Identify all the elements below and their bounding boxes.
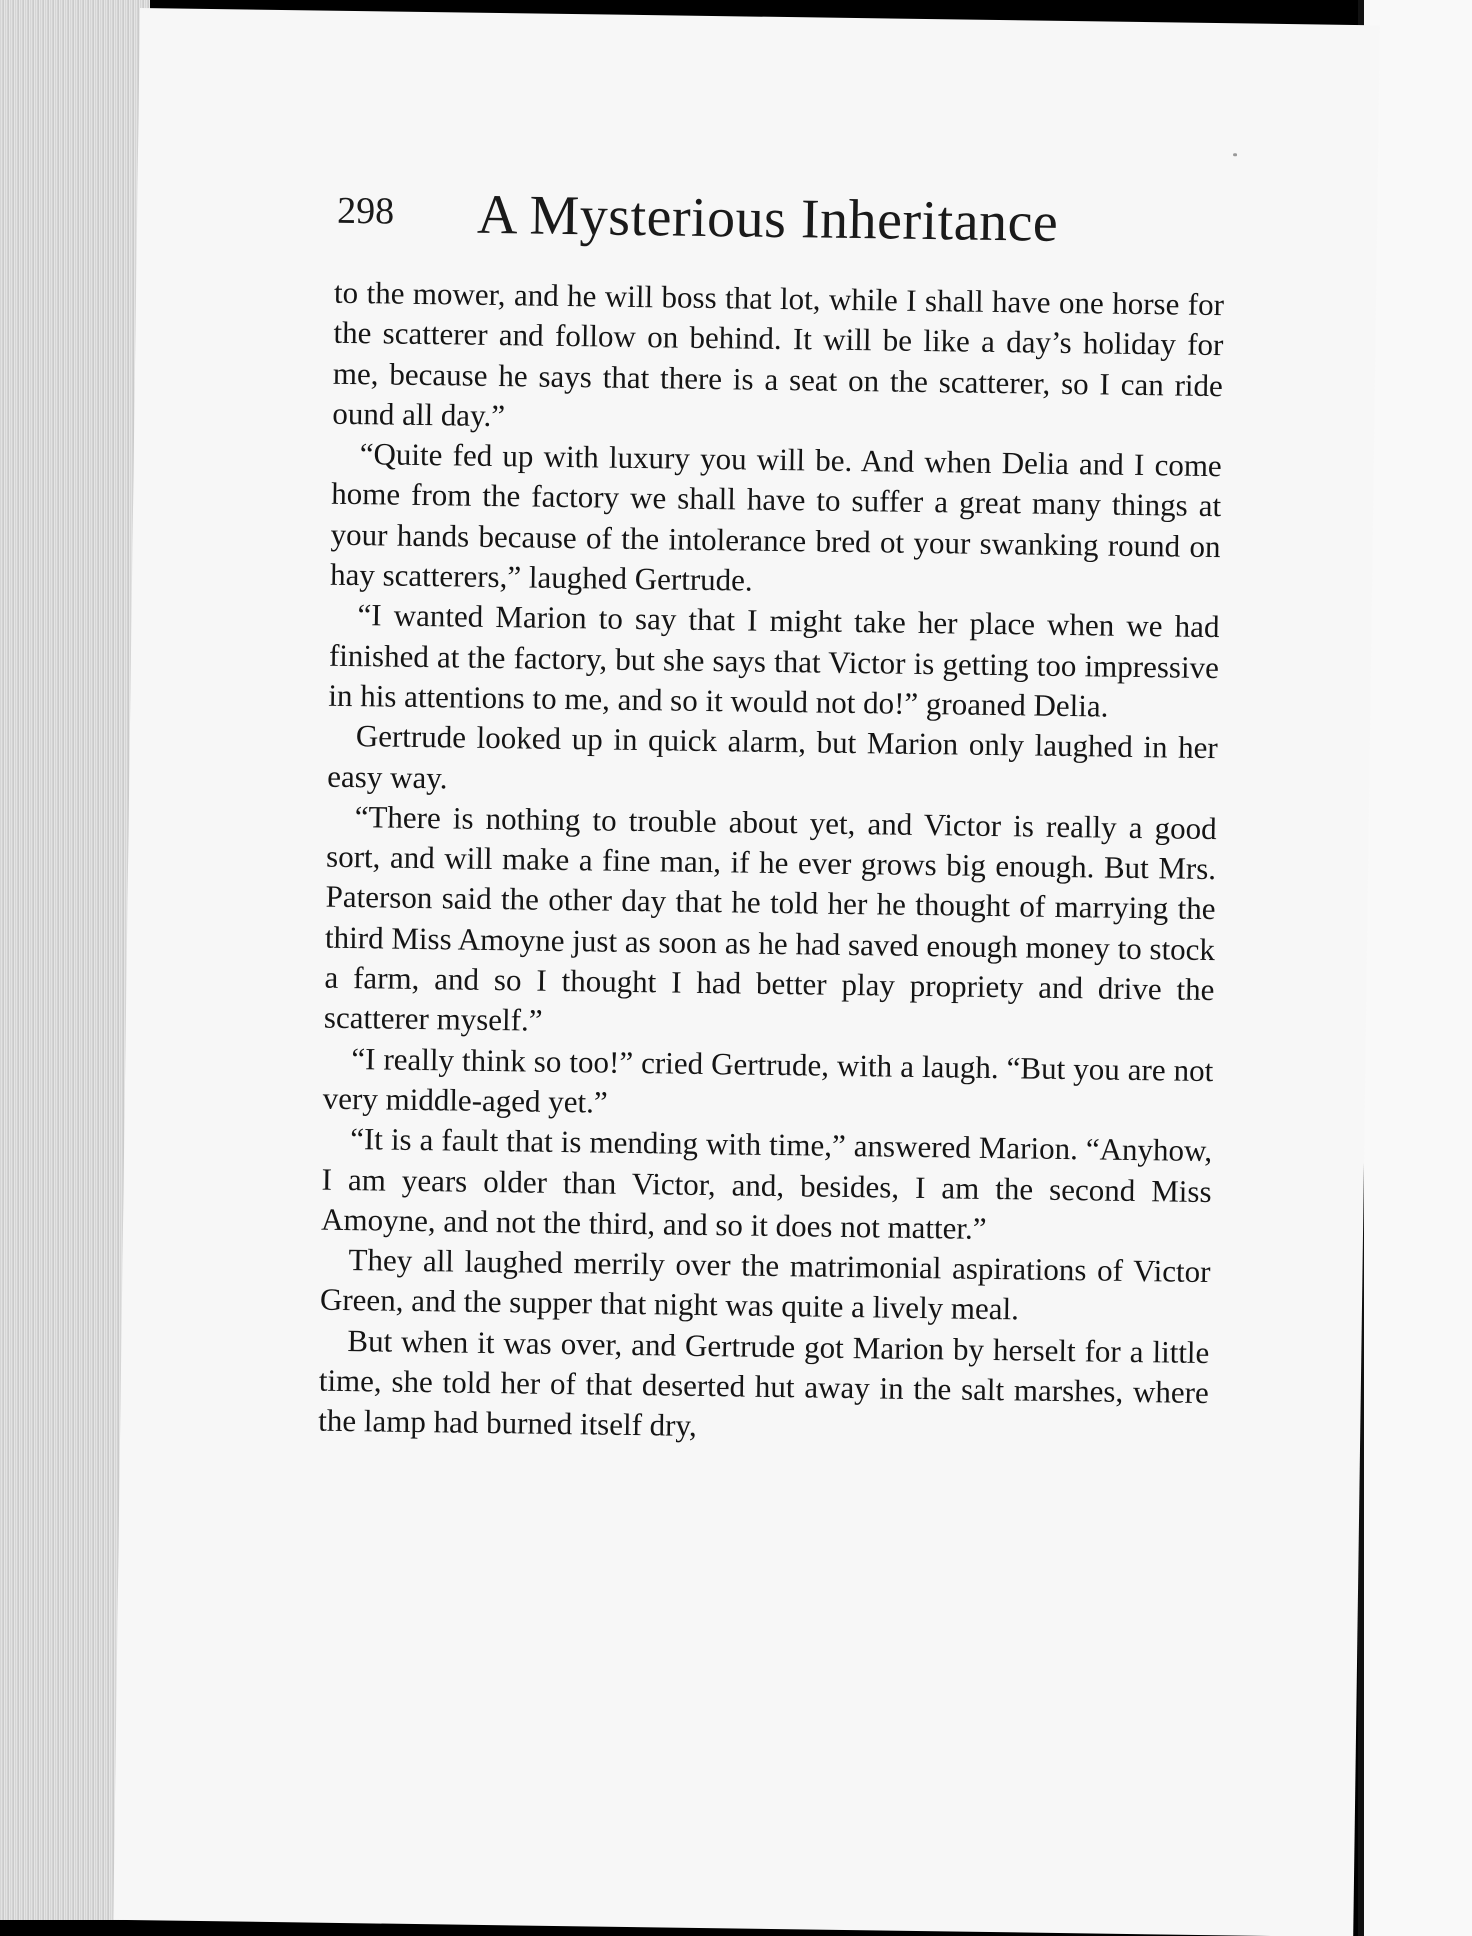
- paragraph: “There is nothing to trouble about yet, and Victor is really a good sort, and will make a fine man, if he ever grows big enough. But Mrs. Paterson said the other day that he told her he thought of marrying the third Miss Amoyne just as soon as he had saved enough money to stock a farm, and so I thought I had better play propriety and drive the scatterer myself.”: [323, 798, 1217, 1039]
- body-text: [318, 273, 1224, 1454]
- paragraph: “I really think so too!” cried Gertrude, with a laugh. “But you are not very middle-aged yet.”: [322, 1040, 1214, 1120]
- running-title: A Mysterious Inheritance: [476, 183, 1059, 254]
- paragraph: to the mower, and he will boss that lot, while I shall have one horse for the scatterer and follow on behind. It will be like a day’s holiday for me, because he says that there is a seat on the scatterer, so I can ride ound all day.”: [332, 274, 1225, 434]
- page-header: [336, 181, 1237, 274]
- paragraph: “Quite fed up with luxury you will be. And when Delia and I come home from the factory we shall have to suffer a great many things at your hands because of the intolerance bred ot your swanking round on hay scatterers,” laughed Gertrude.: [329, 436, 1222, 598]
- page-number: 298: [336, 189, 395, 233]
- paragraph: Gertrude looked up in quick alarm, but Marion only laughed in her easy way.: [327, 718, 1219, 795]
- paragraph: “It is a fault that is mending with time,” answered Marion. “Anyhow, I am years older than Victor, and, besides, I am the second Miss Amoyne, and not the third, and so it does not matter.”: [320, 1121, 1213, 1246]
- paragraph: They all laughed merrily over the matrimonial aspirations of Victor Green, and the supper that night was quite a lively meal.: [319, 1242, 1211, 1327]
- paragraph: “I wanted Marion to say that I might take her place when we had finished at the factory, but she says that Victor is getting too impressive in his attentions to me, and so it would not do!” groaned Delia.: [328, 597, 1220, 724]
- ink-speck: [1233, 153, 1237, 156]
- book-page: [113, 8, 1380, 1936]
- paragraph: But when it was over, and Gertrude got Marion by herselt for a little time, she told her of that deserted hut away in the salt marshes, where the lamp had burned itself dry,: [318, 1322, 1210, 1444]
